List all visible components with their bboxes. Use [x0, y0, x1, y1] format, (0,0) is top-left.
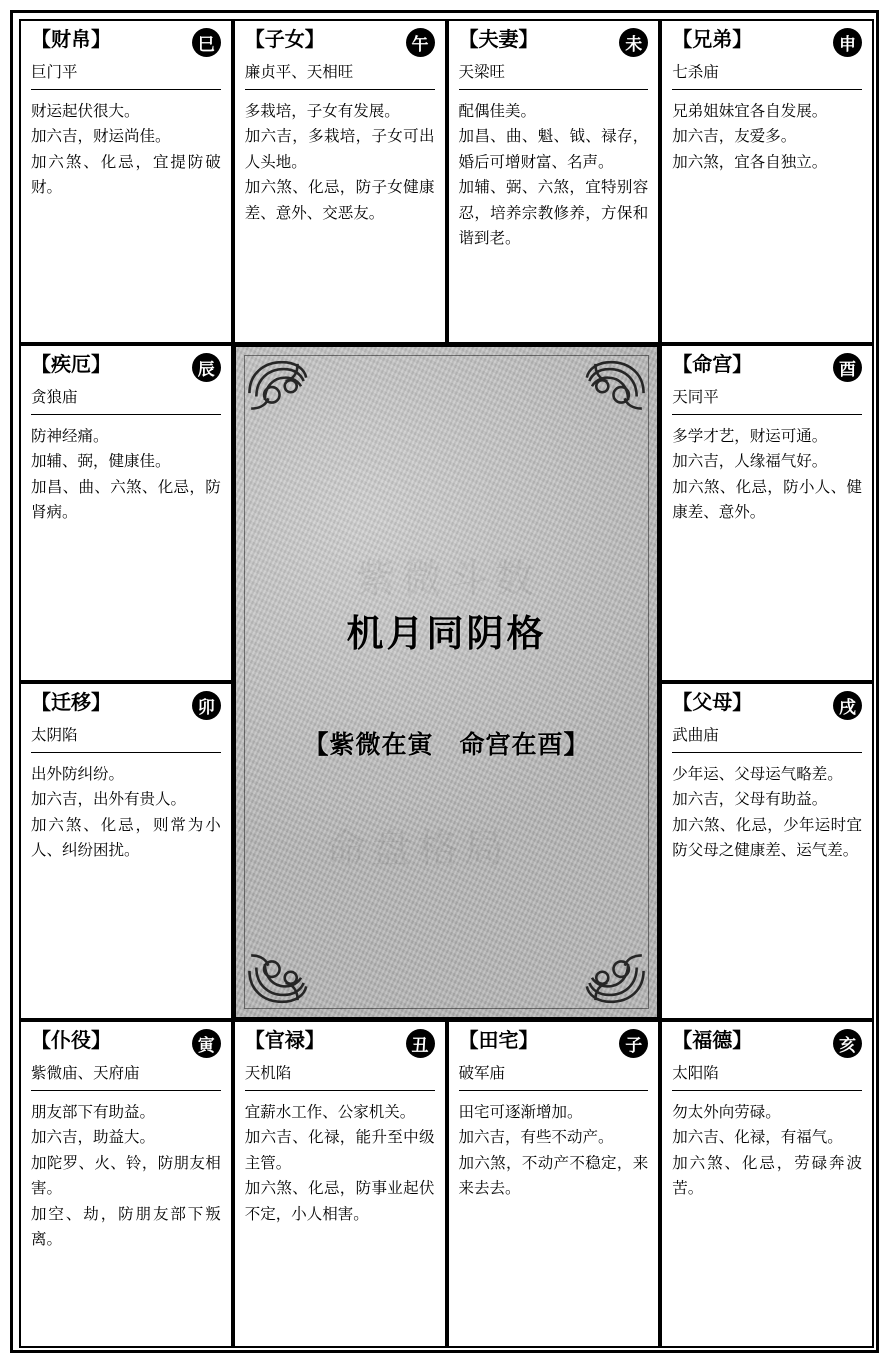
palace-notes [31, 99, 221, 201]
palace-note-line: 宜薪水工作、公家机关。 [244, 1103, 416, 1121]
palace-header [245, 1030, 435, 1058]
background-watermark: 紫微斗数 [355, 556, 540, 601]
palace-note-line: 加六吉，有些不动产。 [458, 1129, 614, 1147]
palace-notes [459, 1100, 649, 1202]
background-watermark: 命盘格局 [325, 826, 510, 871]
branch-badge: 未 [619, 28, 648, 57]
ziwei-chart-frame [10, 10, 879, 1353]
palace-title: 【福德】 [672, 1030, 753, 1052]
palace-cell-cai-bo [19, 19, 233, 344]
palace-note-line: 加六煞、化忌，防事业起伏不定，小人相害。 [244, 1180, 435, 1223]
palace-title: 【疾厄】 [31, 354, 111, 376]
center-panel [233, 344, 661, 1020]
palace-title: 【父母】 [672, 692, 753, 714]
palace-note-line: 多学才艺，财运可通。 [672, 427, 828, 445]
branch-badge: 辰 [192, 353, 221, 382]
palace-note-line: 加六煞、化忌，防子女健康差、意外、交恶友。 [244, 179, 435, 222]
palace-header [459, 1030, 649, 1058]
palace-stars: 紫微庙、天府庙 [31, 1065, 221, 1091]
palace-note-line: 加昌、曲、魁、钺、禄存，婚后可增财富、名声。 [458, 128, 649, 171]
palace-cell-guan-lu [233, 1020, 447, 1348]
branch-badge: 戌 [833, 691, 862, 720]
palace-notes [245, 1100, 435, 1228]
palace-note-line: 加六吉，人缘福气好。 [672, 453, 828, 471]
palace-notes [245, 99, 435, 227]
palace-note-line: 加辅、弼，健康佳。 [31, 453, 171, 471]
palace-note-line: 加六煞、化忌，少年运时宜防父母之健康差、运气差。 [672, 816, 862, 860]
palace-note-line: 加六煞，不动产不稳定，来来去去。 [458, 1154, 649, 1198]
cloud-ornament-icon [561, 921, 647, 1007]
palace-note-line: 加六吉，友爱多。 [672, 128, 797, 146]
palace-cell-tian-zhai [447, 1020, 661, 1348]
palace-note-line: 加六煞，宜各自独立。 [672, 153, 828, 171]
branch-badge: 午 [406, 28, 435, 57]
palace-notes [31, 1100, 221, 1253]
center-inner-border [244, 355, 650, 1009]
branch-badge: 申 [833, 28, 862, 57]
palace-note-line: 加陀罗、火、铃，防朋友相害。 [31, 1154, 221, 1198]
palace-cell-fu-mu [660, 682, 874, 1020]
branch-badge: 子 [619, 1029, 648, 1058]
palace-header [459, 29, 649, 57]
palace-note-line: 多栽培，子女有发展。 [244, 102, 400, 120]
palace-header [672, 29, 862, 57]
palace-note-line: 加辅、弼、六煞，宜特别容忍，培养宗教修养，方保和谐到老。 [458, 179, 649, 248]
palace-notes [672, 99, 862, 176]
palace-stars: 天梁旺 [459, 64, 649, 90]
palace-header [31, 1030, 221, 1058]
palace-note-line: 少年运、父母运气略差。 [672, 765, 843, 783]
palace-stars: 破军庙 [459, 1065, 649, 1091]
palace-notes [31, 762, 221, 864]
cloud-ornament-icon [561, 357, 647, 443]
branch-badge: 卯 [192, 691, 221, 720]
palace-cell-xiong-di [660, 19, 874, 344]
palace-note-line: 财运起伏很大。 [31, 102, 140, 120]
palace-note-line: 加昌、曲、六煞、化忌，防肾病。 [31, 478, 221, 522]
palace-cell-qian-yi [19, 682, 233, 1020]
branch-badge: 亥 [833, 1029, 862, 1058]
palace-stars: 廉贞平、天相旺 [245, 64, 435, 90]
palace-note-line: 加六煞、化忌，劳碌奔波苦。 [672, 1154, 862, 1198]
branch-badge: 寅 [192, 1029, 221, 1058]
palace-note-line: 加六吉、化禄，能升至中级主管。 [244, 1129, 435, 1172]
palace-title: 【兄弟】 [672, 29, 753, 51]
palace-stars: 太阳陷 [672, 1065, 862, 1091]
palace-stars: 天机陷 [245, 1065, 435, 1091]
palace-note-line: 加六吉，助益大。 [31, 1129, 156, 1147]
palace-cell-fu-qi [447, 19, 661, 344]
branch-badge: 酉 [833, 353, 862, 382]
palace-title: 【迁移】 [31, 692, 111, 714]
palace-note-line: 加六煞、化忌，宜提防破财。 [31, 153, 221, 197]
palace-header [245, 29, 435, 57]
palace-header [31, 692, 221, 720]
palace-note-line: 加空、劫，防朋友部下叛离。 [31, 1205, 221, 1249]
palace-note-line: 田宅可逐渐增加。 [458, 1103, 583, 1121]
palace-title: 【命宫】 [672, 354, 753, 376]
palace-note-line: 加六吉，财运尚佳。 [31, 128, 171, 146]
palace-stars: 贪狼庙 [31, 389, 221, 415]
palace-title: 【子女】 [244, 29, 325, 51]
palace-title: 【田宅】 [458, 1030, 539, 1052]
palace-note-line: 加六煞、化忌，防小人、健康差、意外。 [672, 478, 862, 522]
palace-header [672, 354, 862, 382]
cloud-ornament-icon [246, 921, 332, 1007]
palace-note-line: 加六吉，父母有助益。 [672, 791, 828, 809]
palace-note-line: 防神经痛。 [31, 427, 109, 445]
palace-cell-zi-nv [233, 19, 447, 344]
palace-note-line: 配偶佳美。 [458, 102, 537, 120]
palace-stars: 太阴陷 [31, 727, 221, 753]
cloud-ornament-icon [246, 357, 332, 443]
branch-badge: 巳 [192, 28, 221, 57]
palace-grid [19, 19, 874, 1348]
palace-note-line: 朋友部下有助益。 [31, 1103, 156, 1121]
palace-notes [459, 99, 649, 252]
palace-cell-ming-gong [660, 344, 874, 682]
palace-note-line: 加六吉、化禄，有福气。 [672, 1129, 843, 1147]
palace-header [31, 354, 221, 382]
palace-stars: 武曲庙 [672, 727, 862, 753]
palace-cell-ji-e [19, 344, 233, 682]
palace-title: 【财帛】 [31, 29, 111, 51]
palace-title: 【夫妻】 [458, 29, 539, 51]
palace-stars: 七杀庙 [672, 64, 862, 90]
palace-title: 【仆役】 [31, 1030, 111, 1052]
pattern-subtitle: 【紫微在寅 命宫在酉】 [303, 732, 590, 759]
palace-stars: 巨门平 [31, 64, 221, 90]
palace-cell-pu-yi [19, 1020, 233, 1348]
palace-header [672, 1030, 862, 1058]
palace-notes [672, 1100, 862, 1202]
palace-title: 【官禄】 [244, 1030, 325, 1052]
palace-notes [672, 762, 862, 864]
branch-badge: 丑 [406, 1029, 435, 1058]
palace-note-line: 加六吉，多栽培，子女可出人头地。 [244, 128, 435, 171]
palace-header [672, 692, 862, 720]
palace-header [31, 29, 221, 57]
palace-note-line: 出外防纠纷。 [31, 765, 125, 783]
palace-note-line: 加六吉，出外有贵人。 [31, 791, 187, 809]
palace-notes [672, 424, 862, 526]
palace-note-line: 加六煞、化忌，则常为小人、纠纷困扰。 [31, 816, 221, 860]
palace-stars: 天同平 [672, 389, 862, 415]
pattern-title: 机月同阴格 [346, 614, 547, 655]
palace-cell-fu-de [660, 1020, 874, 1348]
palace-notes [31, 424, 221, 526]
palace-note-line: 兄弟姐妹宜各自发展。 [672, 102, 828, 120]
palace-note-line: 勿太外向劳碌。 [672, 1103, 781, 1121]
